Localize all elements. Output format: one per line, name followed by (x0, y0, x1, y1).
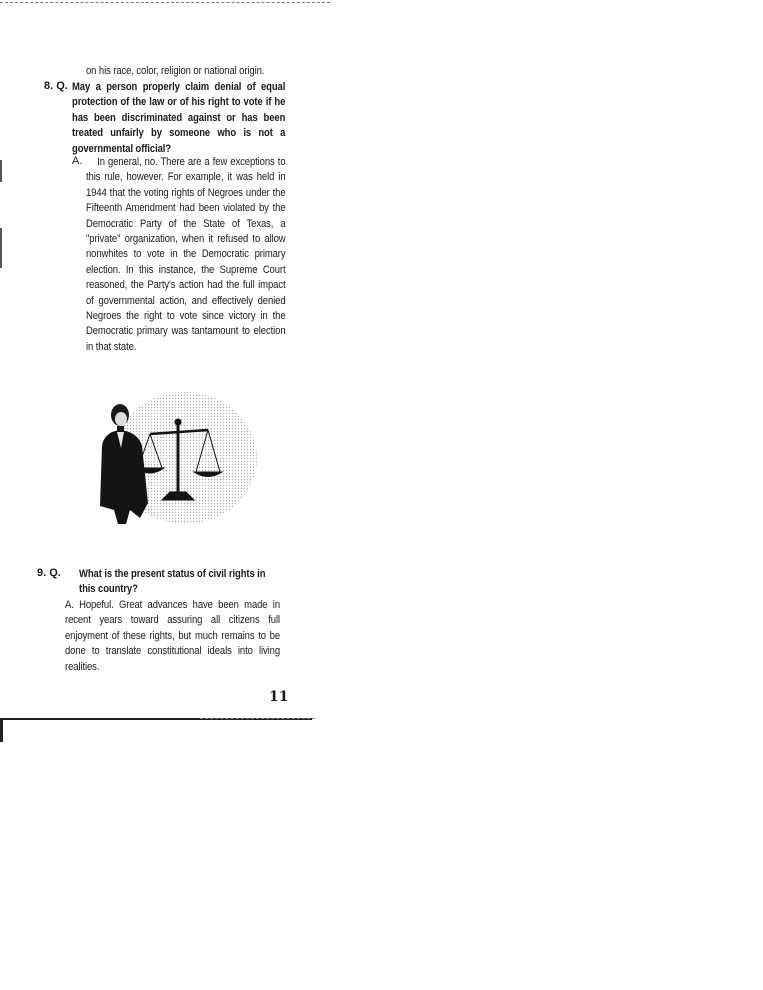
scan-mark (0, 228, 2, 268)
top-rule (0, 2, 330, 3)
question-text: May a person properly claim denial of equal protection of the law or of his right to vote if he has been discriminated against or has been treated unfairly by someone who is not a governmental official? (72, 81, 286, 155)
illustration-man-with-scales (90, 388, 260, 528)
answer-text: A. Hopeful. Great advances have been made in recent years toward assuring all citizens full enjoyment of these rights, but much remains to be done to translate constitutional ideals into living realities. (65, 599, 280, 673)
answer-label: A. (72, 155, 83, 167)
question-number: 9. Q. (37, 567, 61, 579)
continued-text: on his race, color, religion or national origin. (86, 65, 265, 77)
question-number: 8. Q. (44, 80, 68, 92)
question-text: What is the present status of civil rights in this country? (79, 568, 266, 596)
answer-text: In general, no. There are a few exceptions to this rule, however. For example, it was held in 1944 that the voting rights of Negroes under the Fifteenth Amendment had been violated by the Democratic Party of the State of Texas, a "private" organization, when it refused to allow nonwhites to vote in the Democratic primary election. In this instance, the Supreme Court reasoned, the Party's action had the full impact of governmental action, and effectively denied Negroes the right to vote since victory in the Democratic primary was tantamount to election in that state. (86, 156, 286, 353)
corner-mark (0, 718, 3, 742)
scan-mark (0, 160, 2, 182)
page-number: 11 (269, 689, 289, 705)
bottom-rule (200, 718, 315, 719)
